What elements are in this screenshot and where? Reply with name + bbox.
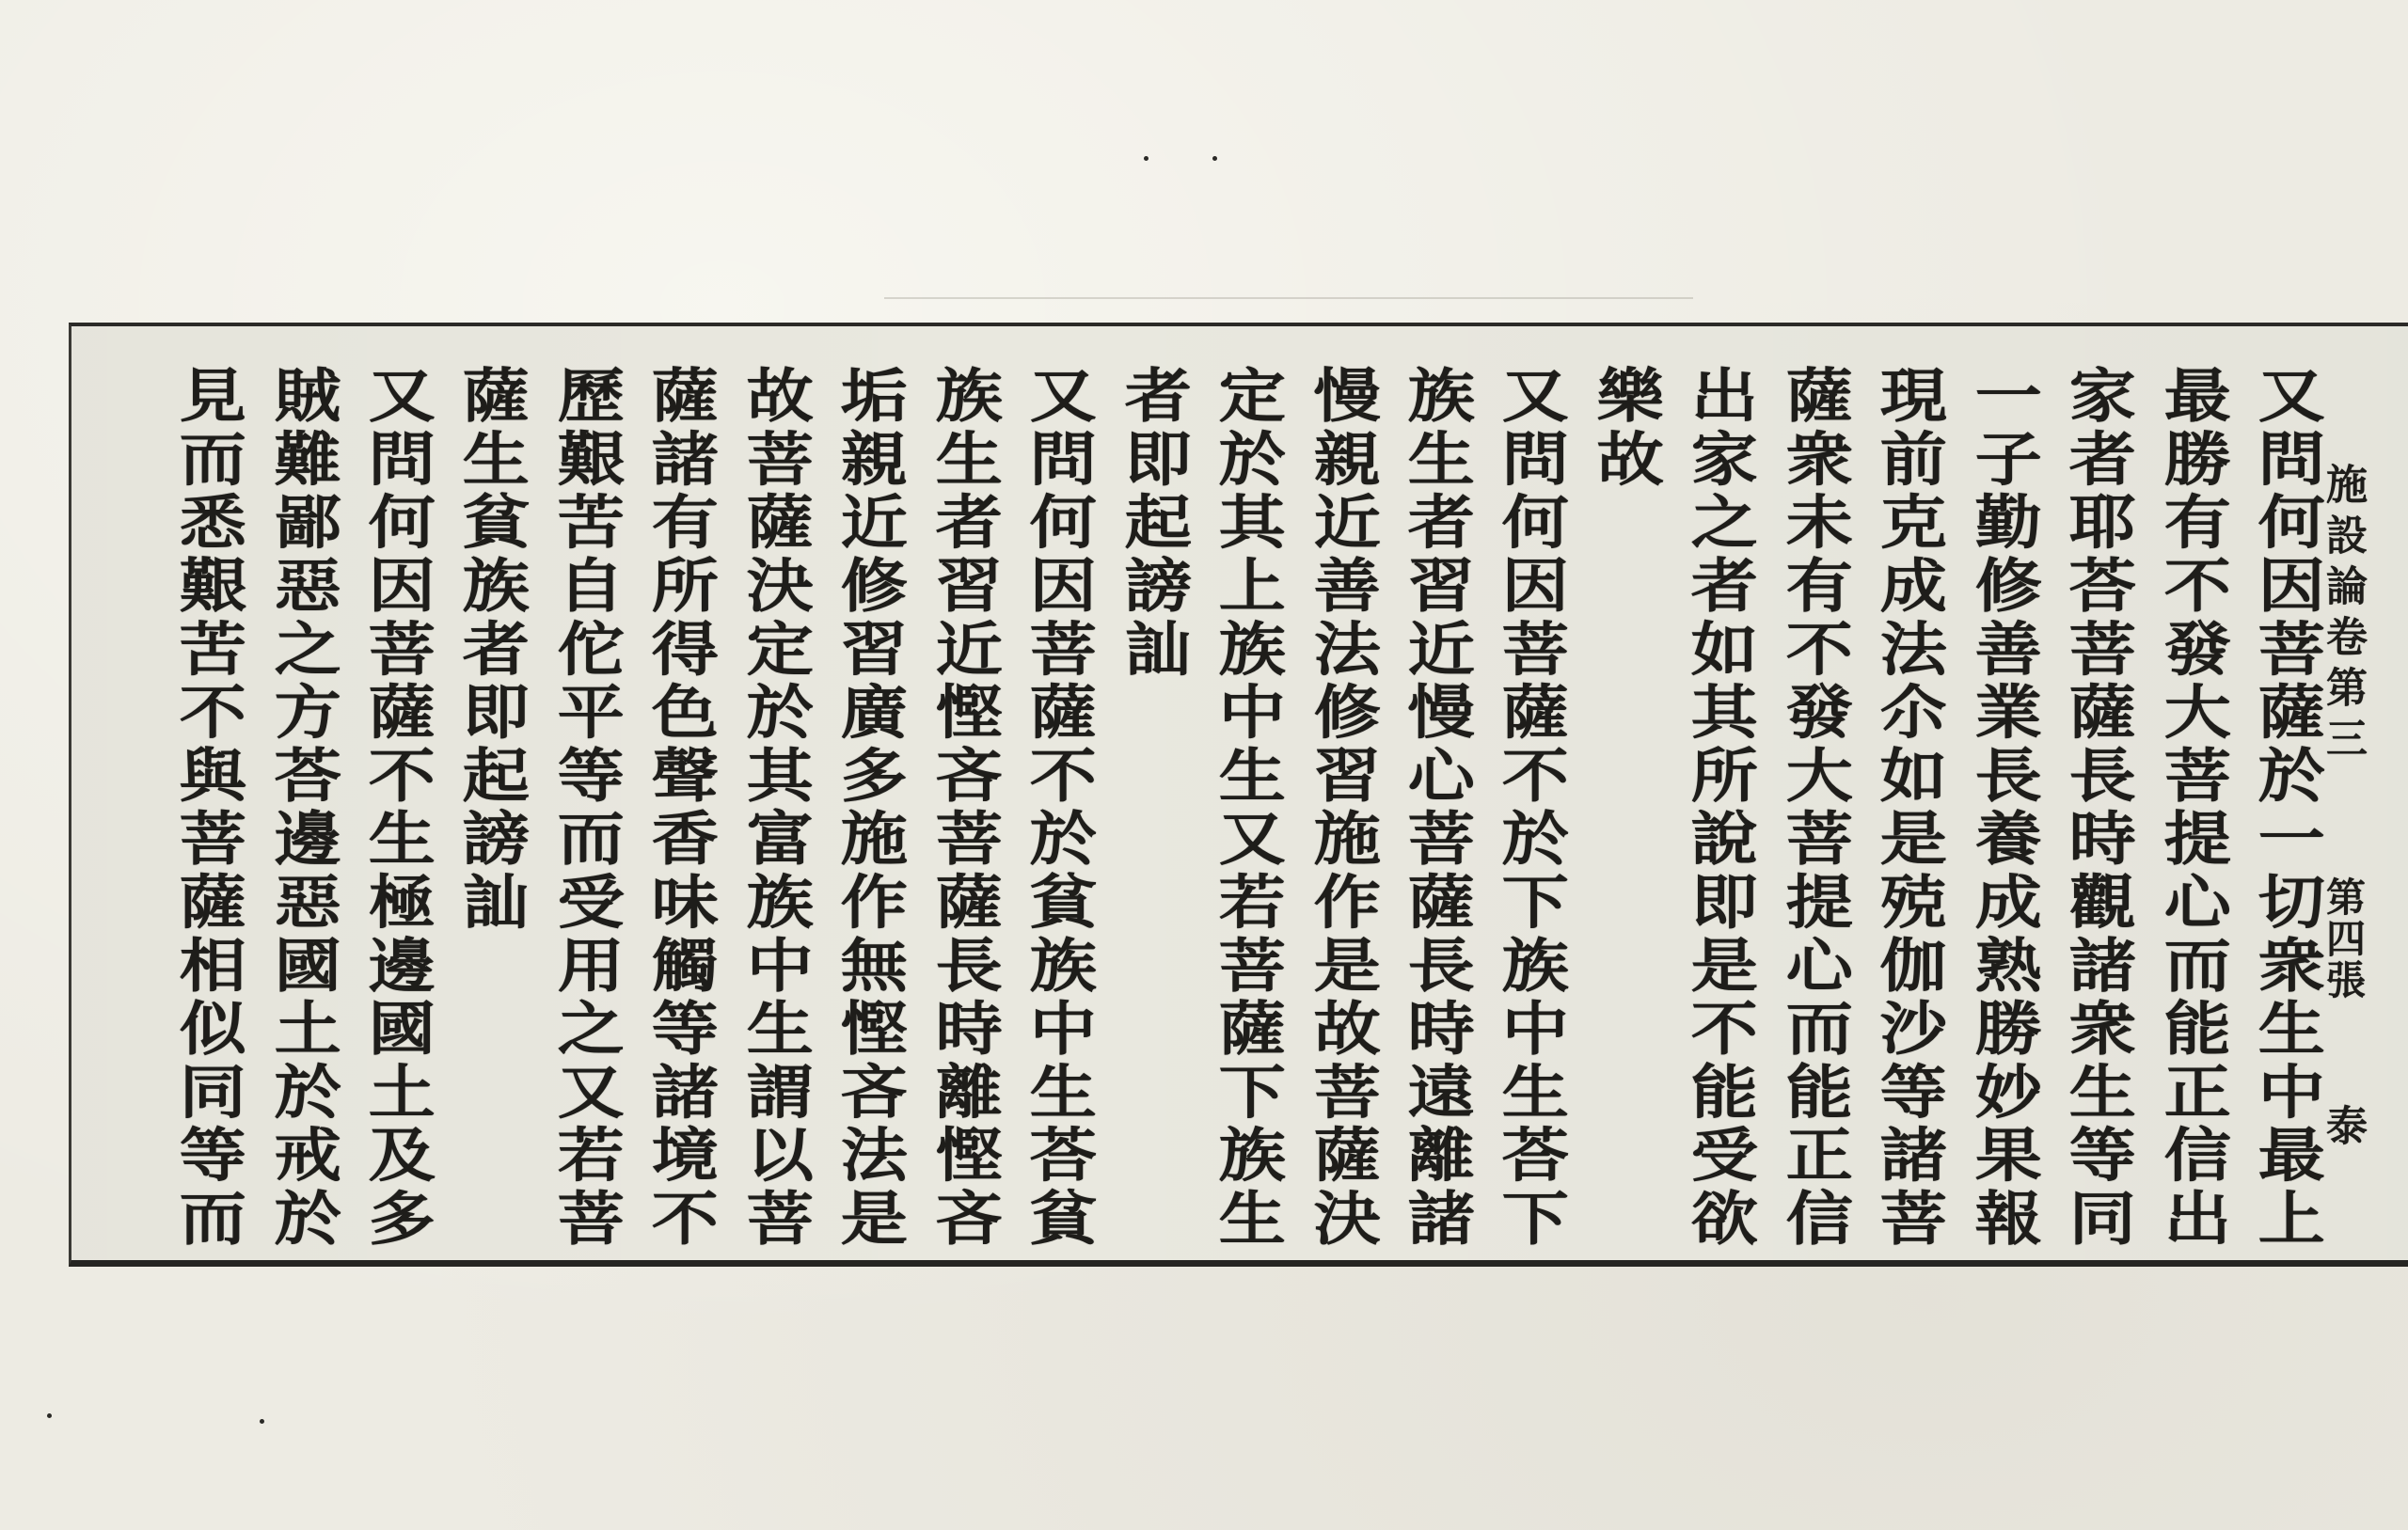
text-column: 一子勤修善業長養成熟勝妙果報	[1963, 365, 2043, 1252]
sheet-number: 第四張	[2321, 876, 2367, 1001]
text-column: 現前克成法尒如是殑伽沙等諸菩	[1868, 365, 1948, 1252]
text-column: 族生者習近慢心菩薩長時遠離諸	[1396, 365, 1476, 1252]
text-column: 賊難鄙惡之方荅邊惡國土於戒於	[262, 365, 342, 1252]
text-column: 族生者習近慳吝菩薩長時離慳吝	[924, 365, 1004, 1252]
ink-speck	[47, 1413, 52, 1418]
margin-title: 施設論卷第三	[2319, 463, 2367, 767]
text-column: 樂故	[1585, 365, 1665, 492]
ink-speck	[1212, 156, 1217, 161]
text-column: 薩衆未有不發大菩提心而能正信	[1774, 365, 1854, 1252]
text-column: 故菩薩決定於其富族中生謂以菩	[735, 365, 815, 1252]
text-column: 慢親近善法修習施作是故菩薩決	[1302, 365, 1382, 1252]
text-column: 薩諸有所得色聲香味觸等諸境不	[640, 365, 720, 1252]
text-column: 又問何因菩薩不於貧族中生荅貧	[1018, 365, 1098, 1252]
text-column: 見而悉艱苦不與菩薩相似同等而	[167, 365, 247, 1252]
text-column: 最勝有不發大菩提心而能正信出	[2152, 365, 2232, 1252]
text-column: 出家之者如其所說即是不能受欲	[1679, 365, 1759, 1252]
text-column: 薩生貧族者即起謗訕	[452, 365, 531, 935]
text-column: 者即起謗訕	[1113, 365, 1193, 682]
text-column: 家者耶荅菩薩長時觀諸衆生等同	[2057, 365, 2137, 1252]
text-column: 定於其上族中生又若菩薩下族生	[1207, 365, 1287, 1252]
text-column: 歷艱苦自佗平等而受用之又若菩	[546, 365, 626, 1252]
text-column: 又問何因菩薩於一切衆生中最上	[2246, 365, 2326, 1252]
text-column: 垢親近修習廣多施作無慳吝法是	[829, 365, 909, 1252]
ink-speck	[1144, 156, 1149, 161]
paper-crease	[884, 297, 1693, 299]
text-column: 又問何因菩薩不於下族中生荅下	[1490, 365, 1570, 1252]
text-column: 又問何因菩薩不生極邊國土及多	[356, 365, 436, 1252]
case-mark: 泰	[2319, 1104, 2367, 1145]
ink-speck	[260, 1419, 264, 1424]
